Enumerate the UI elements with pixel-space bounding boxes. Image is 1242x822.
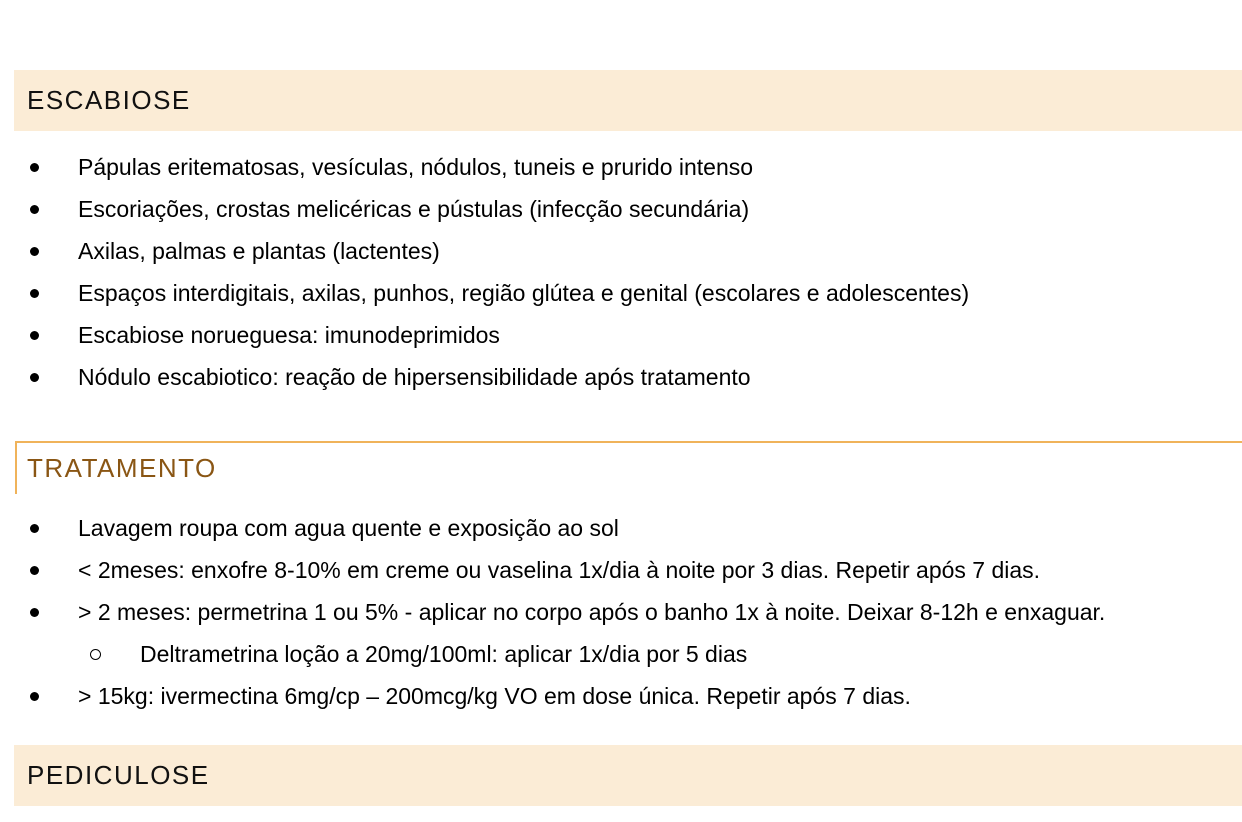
tratamento-list — [0, 507, 1242, 717]
list-item: > 2 meses: permetrina 1 ou 5% - aplicar no corpo após o banho 1x à noite. Deixar 8-12h e enxaguar. — [0, 591, 1242, 633]
sub-bullet-icon — [90, 649, 101, 660]
bullet-icon — [30, 289, 39, 298]
list-item: Espaços interdigitais, axilas, punhos, região glútea e genital (escolares e adolescentes) — [0, 272, 1242, 314]
list-item: Lavagem roupa com agua quente e exposição ao sol — [0, 507, 1242, 549]
bullet-icon — [30, 692, 39, 701]
bullet-icon — [30, 524, 39, 533]
section-title: ESCABIOSE — [27, 85, 191, 115]
escabiose-list — [0, 146, 1242, 398]
list-item: < 2meses: enxofre 8-10% em creme ou vaselina 1x/dia à noite por 3 dias. Repetir após 7 dias. — [0, 549, 1242, 591]
sub-list-item: Deltrametrina loção a 20mg/100ml: aplicar 1x/dia por 5 dias — [0, 633, 1242, 675]
section-title: TRATAMENTO — [27, 453, 217, 483]
bullet-icon — [30, 331, 39, 340]
list-item: Escoriações, crostas melicéricas e pústulas (infecção secundária) — [0, 188, 1242, 230]
section-heading-tratamento — [15, 441, 1242, 494]
bullet-icon — [30, 373, 39, 382]
section-heading-pediculose — [14, 745, 1242, 806]
bullet-icon — [30, 163, 39, 172]
section-heading-escabiose — [14, 70, 1242, 131]
bullet-icon — [30, 608, 39, 617]
list-item: Escabiose norueguesa: imunodeprimidos — [0, 314, 1242, 356]
bullet-icon — [30, 566, 39, 575]
list-item: > 15kg: ivermectina 6mg/cp – 200mcg/kg VO em dose única. Repetir após 7 dias. — [0, 675, 1242, 717]
bullet-icon — [30, 205, 39, 214]
list-item: Nódulo escabiotico: reação de hipersensibilidade após tratamento — [0, 356, 1242, 398]
list-item: Pápulas eritematosas, vesículas, nódulos, tuneis e prurido intenso — [0, 146, 1242, 188]
section-title: PEDICULOSE — [27, 760, 210, 790]
list-item: Axilas, palmas e plantas (lactentes) — [0, 230, 1242, 272]
bullet-icon — [30, 247, 39, 256]
